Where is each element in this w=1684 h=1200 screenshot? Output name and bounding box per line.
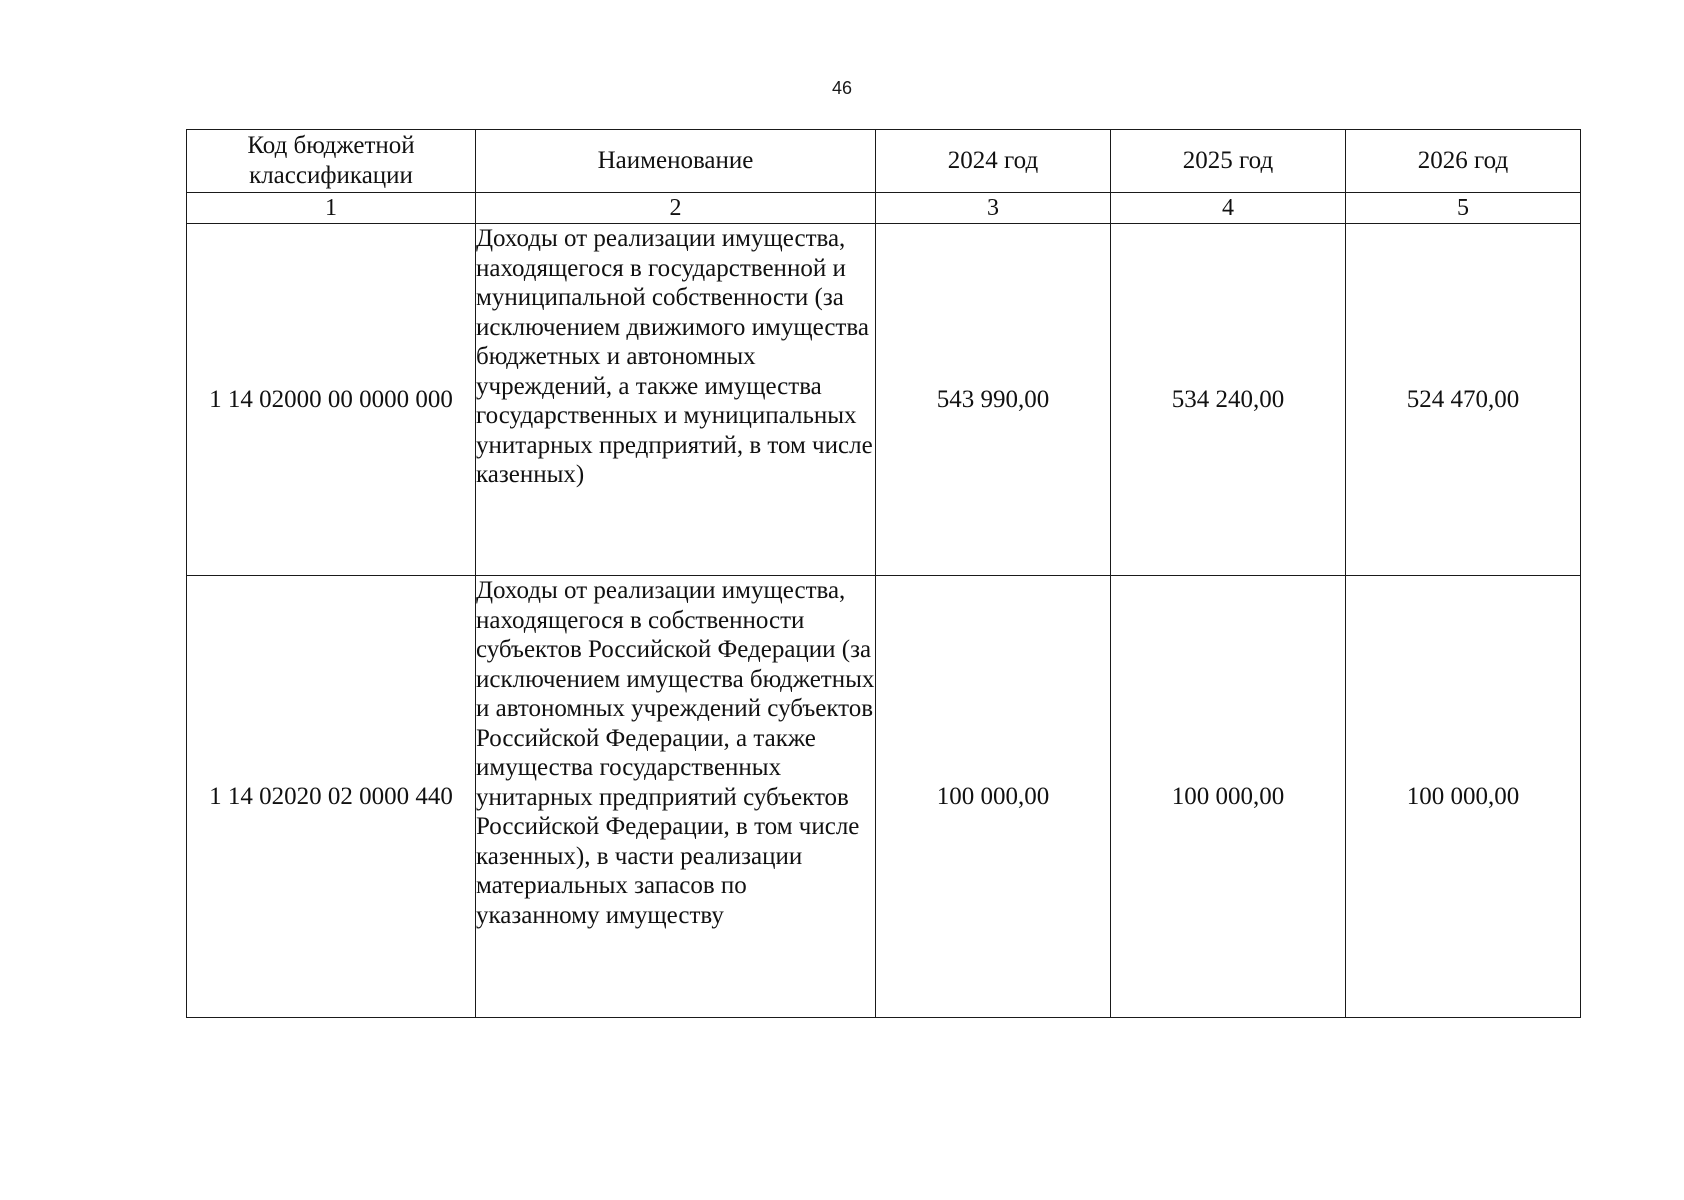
column-number: 3 [876,193,1111,224]
budget-code-cell: 1 14 02000 00 0000 000 [187,224,476,576]
page-number: 46 [831,78,853,98]
table-row [187,576,1581,1018]
table-header-row [187,130,1581,193]
column-number: 1 [187,193,476,224]
header-2024: 2024 год [876,130,1111,193]
table-row [187,224,1581,576]
revenue-name-cell: Доходы от реализации имущества, находящегося в собственности субъектов Российской Федерации (за исключением имущества бюджетных и автономных учреждений субъектов Российской Федерации, а также имущества государственных унитарных предприятий субъектов Российской Федерации, в том числе казенных), в части реализации материальных запасов по указанному имуществу [476,576,876,1018]
header-name: Наименование [476,130,876,193]
amount-2024-cell: 100 000,00 [876,576,1111,1018]
budget-revenue-table [186,129,1581,1018]
budget-code-cell: 1 14 02020 02 0000 440 [187,576,476,1018]
column-number-row [187,193,1581,224]
amount-2025-cell: 534 240,00 [1111,224,1346,576]
header-2025: 2025 год [1111,130,1346,193]
amount-2024-cell: 543 990,00 [876,224,1111,576]
column-number: 5 [1346,193,1581,224]
amount-2025-cell: 100 000,00 [1111,576,1346,1018]
amount-2026-cell: 524 470,00 [1346,224,1581,576]
revenue-name-cell: Доходы от реализации имущества, находящегося в государственной и муниципальной собственности (за исключением движимого имущества бюджетных и автономных учреждений, а также имущества государственных и муниципальных унитарных предприятий, в том числе казенных) [476,224,876,576]
column-number: 4 [1111,193,1346,224]
header-code: Код бюджетной классификации [187,130,476,193]
column-number: 2 [476,193,876,224]
header-2026: 2026 год [1346,130,1581,193]
amount-2026-cell: 100 000,00 [1346,576,1581,1018]
